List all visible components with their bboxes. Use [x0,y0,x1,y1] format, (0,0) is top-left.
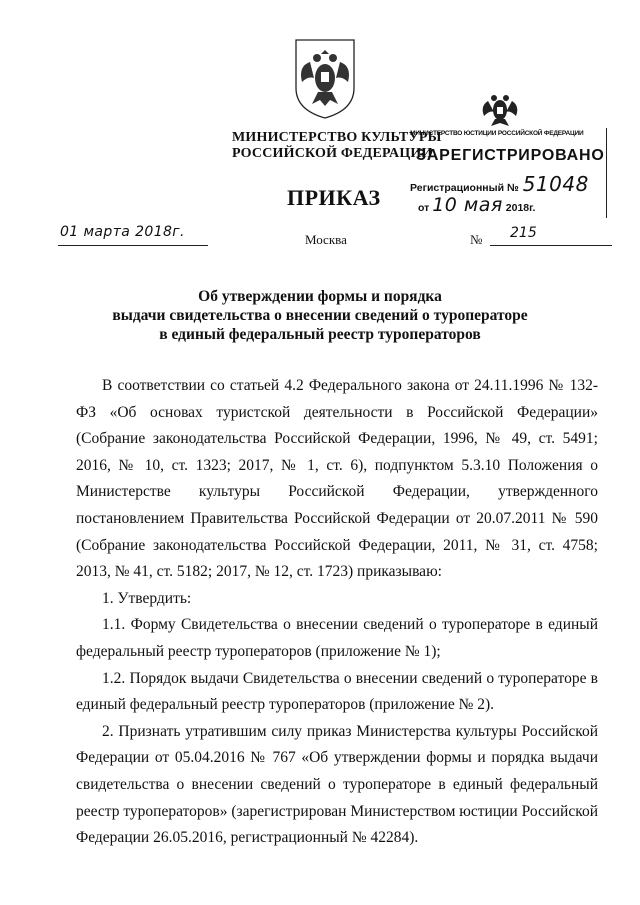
title-line-2: выдачи свидетельства о внесении сведений о туроператоре [112,307,528,324]
ministry-line-2: РОССИЙСКОЙ ФЕДЕРАЦИИ [232,146,433,161]
ministry-line-1: МИНИСТЕРСТВО КУЛЬТУРЫ [232,130,442,145]
item-1: 1. Утвердить: [102,589,192,607]
item-1-1: 1.1. Форму Свидетельства о внесении сведений о туроператоре в единый федеральный реестр туроператоров (приложение № 1); [76,616,598,660]
stamp-date-row [418,194,535,216]
stamp-emblem-icon [480,88,520,128]
stamp-ministry-text: МИНИСТЕРСТВО ЮСТИЦИИ РОССИЙСКОЙ ФЕДЕРАЦИИ [410,130,584,137]
registration-stamp [396,128,607,218]
stamp-date-year: 2018г. [505,202,536,214]
item-2: 2. Признать утратившим силу приказ Министерства культуры Российской Федерации от 05.04.2016 № 767 «Об утверждении формы и порядка выдачи свидетельства о внесении сведений о туроператоре в единый федеральный реестр туроператоров» (зарегистрирован Министерством юстиции Российской Федерации 26.05.2016, регистрационный № 42284). [76,722,598,847]
item-1-2: 1.2. Порядок выдачи Свидетельства о внесении сведений о туроператоре в единый федеральный реестр туроператоров (приложение № 2). [76,669,598,714]
handwritten-date: 01 марта 2018г. [60,224,185,240]
stamp-reg-number-row [410,172,589,196]
preamble-paragraph: В соответствии со статьей 4.2 Федерального закона от 24.11.1996 № 132-ФЗ «Об основах туристской деятельности в Российской Федерации» (Собрание законодательства Российской Федерации, 1996, № 49, ст. 5491; 2016, № 10, ст. 1323; 2017, № 1, ст. 6), подпунктом 5.3.10 Положения о Министерстве культуры Российской Федерации, утвержденного постановлением Правительства Российской Федерации от 20.07.2011 № 590 (Собрание законодательства Российской Федерации, 2011, № 31, ст. 4758; 2013, № 41, ст. 5182; 2017, № 12, ст. 1723) приказываю: [76,377,598,581]
stamp-date-label: от [418,202,430,214]
number-label: № [470,232,483,247]
document-title [40,287,600,344]
stamp-reg-number: 51048 [522,172,589,196]
date-underline [58,245,208,246]
title-line-3: в единый федеральный реестр туроператоров [159,326,481,343]
document-body [76,373,598,852]
order-number: 215 [510,225,537,241]
stamp-registered: ЗАРЕГИСТРИРОВАНО [416,147,605,164]
document-type: ПРИКАЗ [287,185,381,210]
stamp-date-day: 10 мая [432,194,503,216]
city: Москва [305,232,347,247]
title-line-1: Об утверждении формы и порядка [198,288,442,305]
number-underline [490,245,612,246]
stamp-reg-label: Регистрационный № [410,182,519,194]
coat-of-arms-icon [290,36,360,120]
